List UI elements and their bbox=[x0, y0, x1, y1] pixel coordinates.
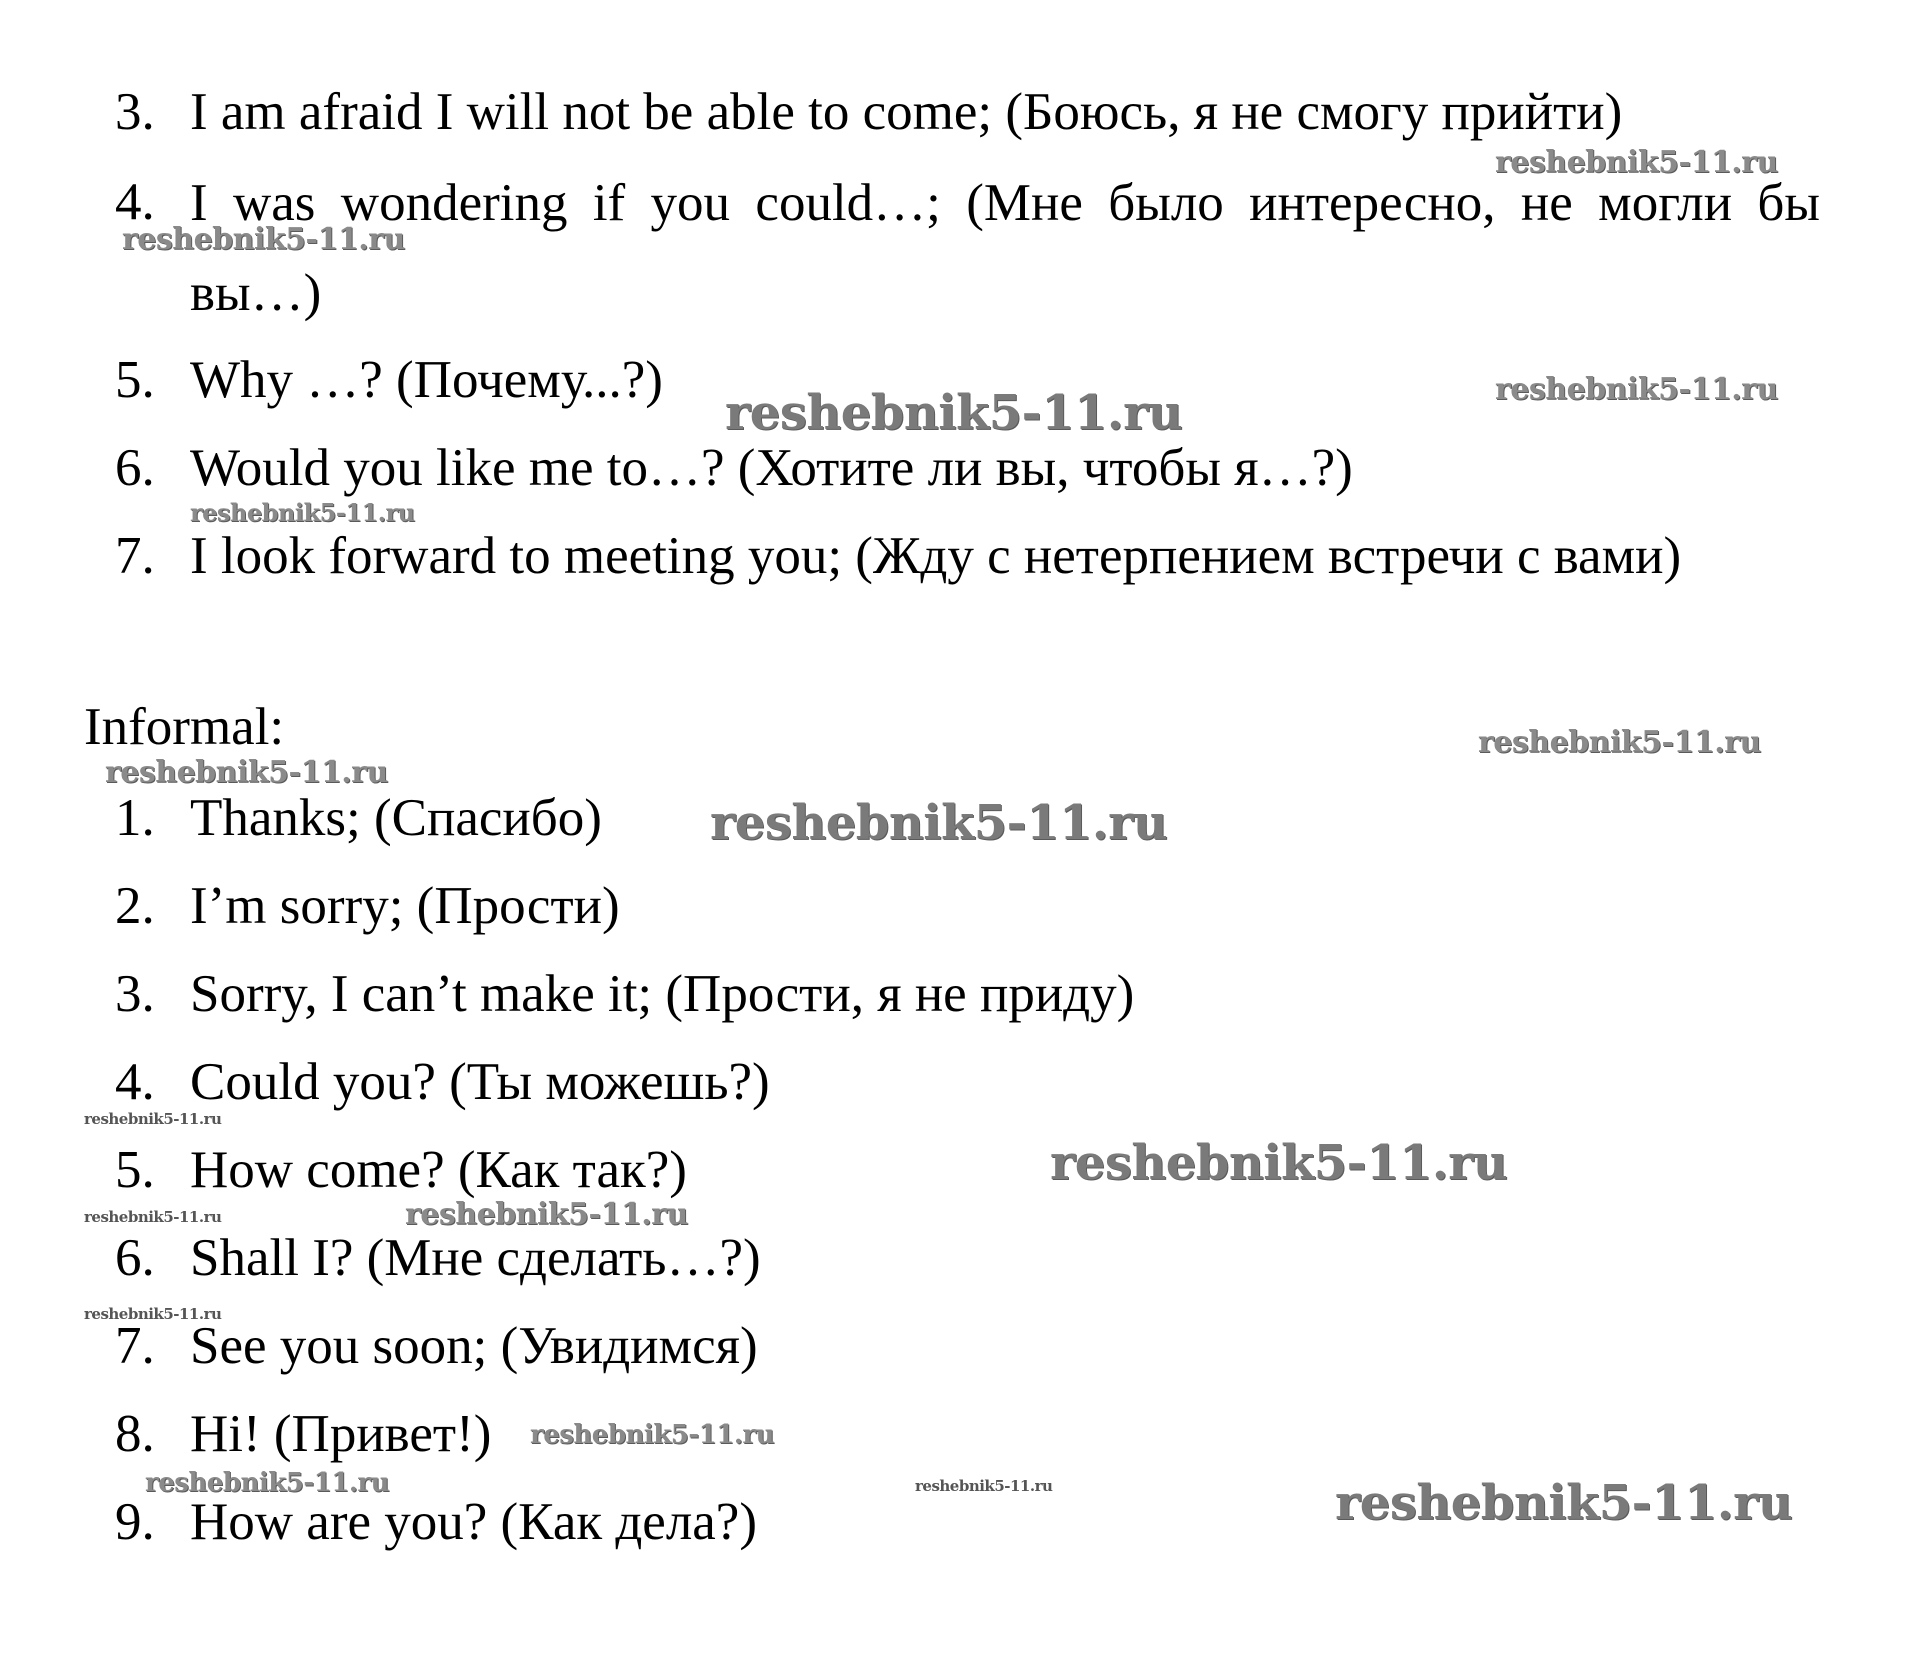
watermark: reshebnik5-11.ru bbox=[1495, 372, 1778, 407]
list-number: 9. bbox=[115, 1493, 155, 1551]
list-number: 4. bbox=[115, 1053, 155, 1111]
watermark: reshebnik5-11.ru bbox=[84, 1110, 222, 1128]
list-number: 8. bbox=[115, 1405, 155, 1463]
watermark: reshebnik5-11.ru bbox=[84, 1305, 222, 1323]
list-text: Could you? (Ты можешь?) bbox=[190, 1053, 770, 1111]
watermark: reshebnik5-11.ru bbox=[1478, 725, 1761, 760]
list-number: 4. bbox=[115, 173, 155, 231]
list-number: 2. bbox=[115, 877, 155, 935]
list-text: I’m sorry; (Прости) bbox=[190, 877, 620, 935]
list-text: Hi! (Привет!) bbox=[190, 1405, 492, 1463]
watermark: reshebnik5-11.ru bbox=[84, 1208, 222, 1226]
list-number: 3. bbox=[115, 965, 155, 1023]
watermark: reshebnik5-11.ru bbox=[725, 385, 1183, 441]
watermark: reshebnik5-11.ru bbox=[145, 1468, 390, 1498]
list-number: 3. bbox=[115, 83, 155, 141]
list-number: 5. bbox=[115, 1141, 155, 1199]
list-number: 5. bbox=[115, 351, 155, 409]
list-text: Thanks; (Спасибо) bbox=[190, 789, 602, 847]
list-text: Why …? (Почему...?) bbox=[190, 351, 663, 409]
list-text: See you soon; (Увидимся) bbox=[190, 1317, 758, 1375]
list-text: I am afraid I will not be able to come; (Боюсь, я не смогу прийти) bbox=[190, 83, 1623, 141]
watermark: reshebnik5-11.ru bbox=[710, 795, 1168, 851]
watermark: reshebnik5-11.ru bbox=[1335, 1475, 1793, 1531]
watermark: reshebnik5-11.ru bbox=[1050, 1135, 1508, 1191]
list-text: How come? (Как так?) bbox=[190, 1141, 687, 1199]
watermark: reshebnik5-11.ru bbox=[405, 1197, 688, 1232]
watermark: reshebnik5-11.ru bbox=[122, 222, 405, 257]
watermark: reshebnik5-11.ru bbox=[530, 1420, 775, 1450]
watermark: reshebnik5-11.ru bbox=[190, 498, 415, 527]
list-number: 7. bbox=[115, 1317, 155, 1375]
list-number: 1. bbox=[115, 789, 155, 847]
list-number: 7. bbox=[115, 527, 155, 585]
watermark: reshebnik5-11.ru bbox=[1495, 145, 1778, 180]
list-number: 6. bbox=[115, 439, 155, 497]
list-text: Would you like me to…? (Хотите ли вы, чтобы я…?) bbox=[190, 439, 1353, 497]
list-text: Sorry, I can’t make it; (Прости, я не приду) bbox=[190, 965, 1135, 1023]
list-text: I look forward to meeting you; (Жду с нетерпением встречи с вами) bbox=[190, 527, 1682, 585]
watermark: reshebnik5-11.ru bbox=[915, 1477, 1053, 1495]
list-number: 6. bbox=[115, 1229, 155, 1287]
list-text: How are you? (Как дела?) bbox=[190, 1493, 757, 1551]
list-text: I was wondering if you could…; (Мне было интересно, не могли бы вы…) bbox=[190, 174, 1820, 322]
watermark: reshebnik5-11.ru bbox=[105, 755, 388, 790]
list-text: Shall I? (Мне сделать…?) bbox=[190, 1229, 761, 1287]
section-heading-informal: Informal: bbox=[84, 698, 285, 756]
